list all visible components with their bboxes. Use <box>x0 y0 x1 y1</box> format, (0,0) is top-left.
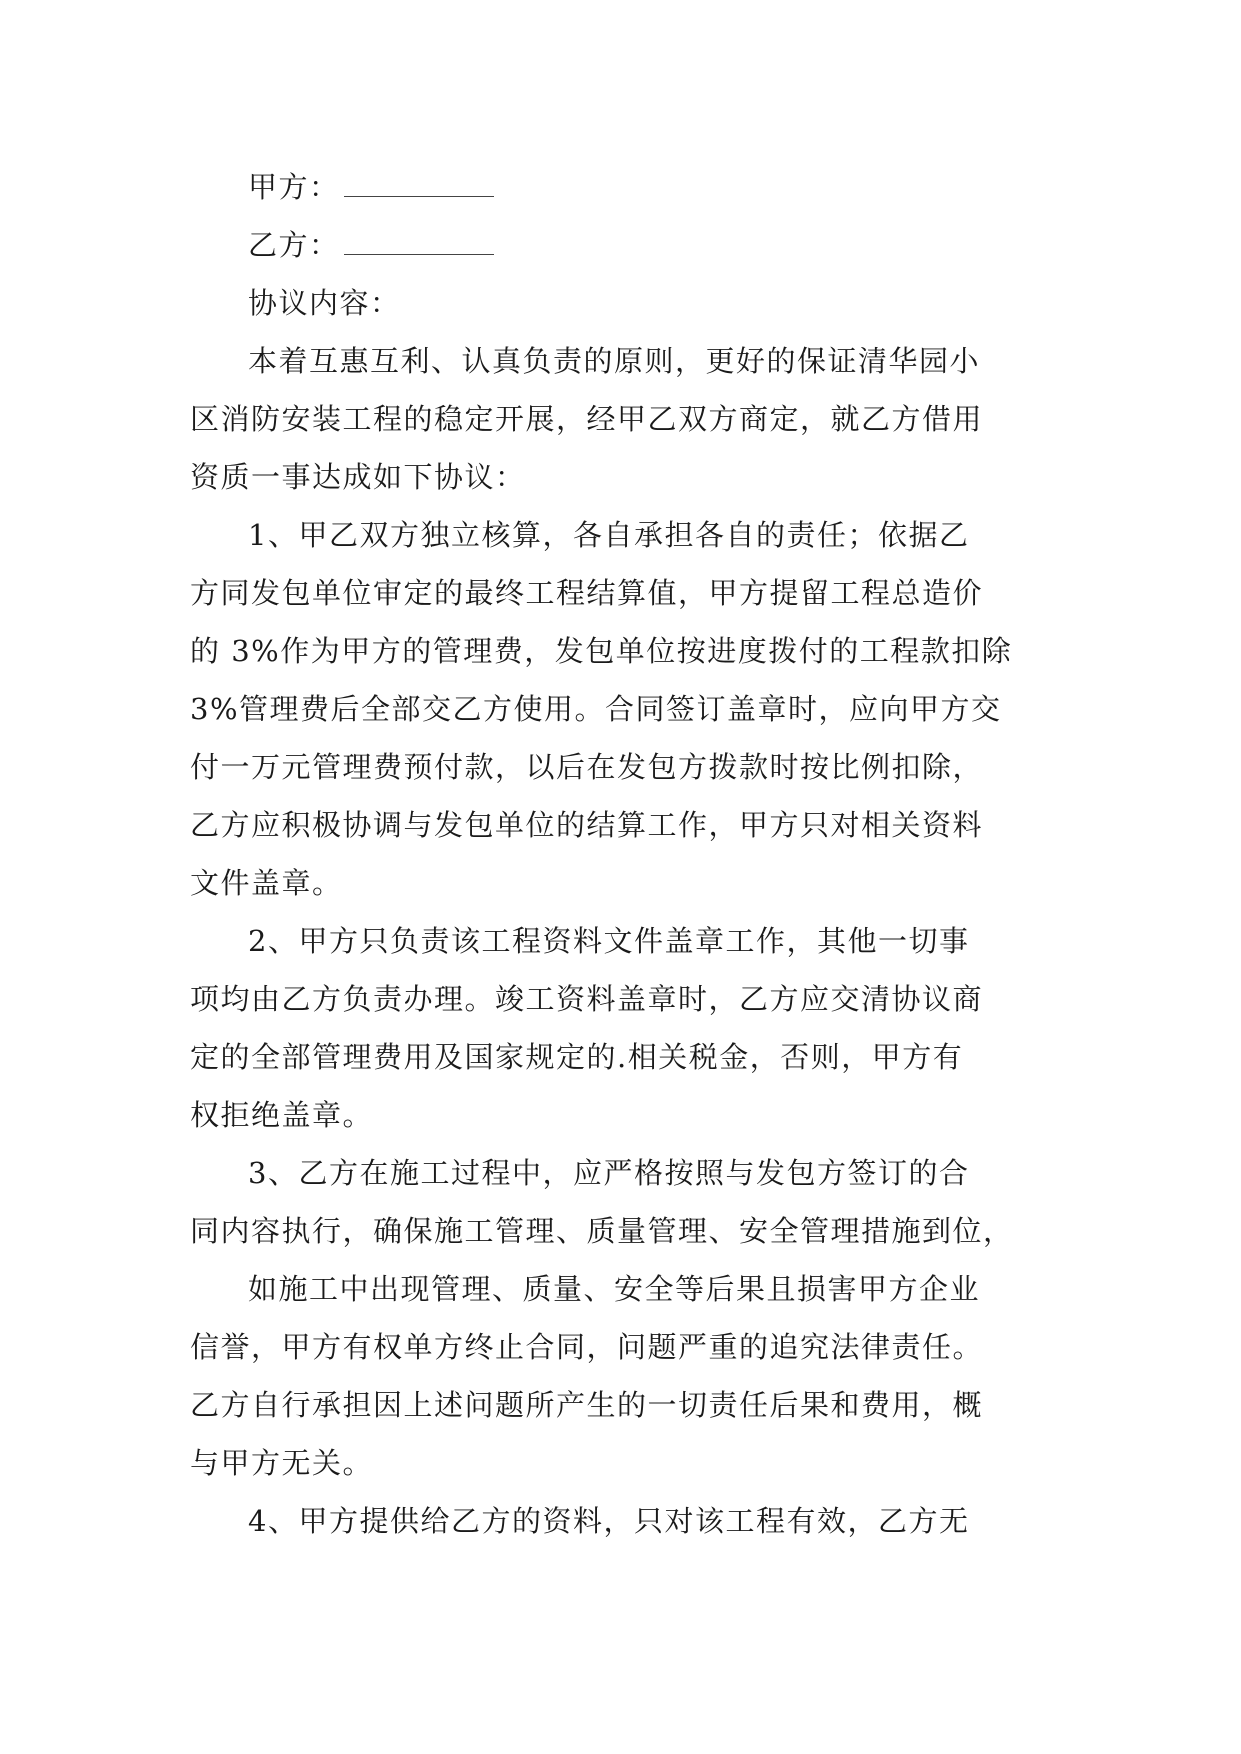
intro-line: 资质一事达成如下协议： <box>190 460 526 494</box>
clause-1-line: 付一万元管理费预付款，以后在发包方拨款时按比例扣除， <box>190 750 984 784</box>
agreement-heading: 协议内容： <box>248 286 401 320</box>
party-b-blank <box>344 234 494 255</box>
party-a-label: 甲方： <box>248 170 340 204</box>
document-page <box>190 158 1050 1550</box>
clause-1-line: 方同发包单位审定的最终工程结算值，甲方提留工程总造价 <box>190 576 984 610</box>
clause-3-cont-line: 乙方自行承担因上述问题所产生的一切责任后果和费用，概 <box>190 1388 984 1422</box>
clause-1-line: 乙方应积极协调与发包单位的结算工作，甲方只对相关资料 <box>190 808 984 842</box>
clause-3-cont-line: 信誉，甲方有权单方终止合同，问题严重的追究法律责任。 <box>190 1330 984 1364</box>
intro-line: 区消防安装工程的稳定开展，经甲乙双方商定，就乙方借用 <box>190 402 984 436</box>
intro-line: 本着互惠互利、认真负责的原则，更好的保证清华园小 <box>248 344 981 378</box>
clause-2-line: 项均由乙方负责办理。竣工资料盖章时，乙方应交清协议商 <box>190 982 984 1016</box>
clause-4-line: 4、甲方提供给乙方的资料，只对该工程有效，乙方无 <box>248 1504 970 1538</box>
clause-2-line: 2、甲方只负责该工程资料文件盖章工作，其他一切事 <box>248 924 970 958</box>
clause-2-line: 定的全部管理费用及国家规定的.相关税金，否则，甲方有 <box>190 1040 964 1074</box>
clause-3-line: 3、乙方在施工过程中，应严格按照与发包方签订的合 <box>248 1156 970 1190</box>
party-a-line <box>190 158 1050 216</box>
party-b-label: 乙方： <box>248 228 340 262</box>
party-b-line <box>190 216 1050 274</box>
clause-3-cont-line: 如施工中出现管理、质量、安全等后果且损害甲方企业 <box>248 1272 981 1306</box>
clause-1-line: 文件盖章。 <box>190 866 343 900</box>
clause-1-line: 1、甲乙双方独立核算，各自承担各自的责任；依据乙 <box>248 518 970 552</box>
party-a-blank <box>344 176 494 197</box>
clause-3-line: 同内容执行，确保施工管理、质量管理、安全管理措施到位， <box>190 1214 1014 1248</box>
clause-3-cont-line: 与甲方无关。 <box>190 1446 374 1480</box>
clause-1-line: 3%管理费后全部交乙方使用。合同签订盖章时，应向甲方交 <box>190 692 1002 726</box>
clause-1-line: 的 3%作为甲方的管理费，发包单位按进度拨付的工程款扣除 <box>190 634 1013 668</box>
clause-2-line: 权拒绝盖章。 <box>190 1098 374 1132</box>
